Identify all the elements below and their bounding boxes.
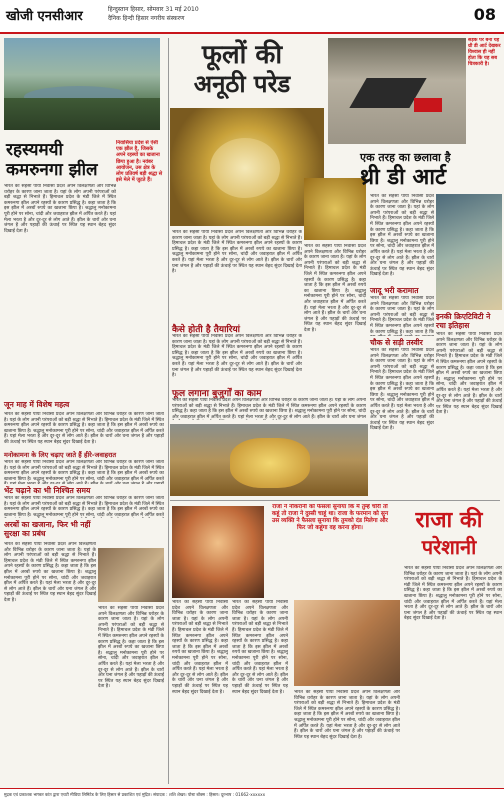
art-title: थ्री डी आर्ट xyxy=(360,164,447,190)
lake-subhead-time: भेंट चढ़ाने का भी निश्चित समय xyxy=(4,486,91,495)
parade-body-col2: भारत का सहसी पाया निवासा प्रदेश अपने विलक्षणता और विभिन्न धरोहर के कारण जाना जाता है। यहां के लोग अपनी परंपराओं को बड़ी श्रद्धा से निभाते हैं। हिमाचल प्रदेश के मंडी जिले में स्थित कमरुनगा झील अपने रहस्यों के कारण प्रसिद्ध है। कहा जाता है कि इस झील में अरबों रुपये का खजाना छिपा है। श्रद्धालु मनोकामना पूरी होने पर सोना, चांदी और जवाहरात झील में अर्पित करते हैं। यहां मेला भरता है और दूर-दूर से लोग आते हैं। झील के चारों ओर घना जंगल है और पहाड़ों की ऊंचाई पर स्थित यह स्थान बेहद सुंदर दिखाई देता है। xyxy=(172,334,302,379)
lake-subhead-offerings: मनोकामना के लिए चढ़ाए जाते हैं हीरे-जवाहरात xyxy=(4,451,117,459)
column-divider xyxy=(168,38,169,784)
parade-title-line2: अनूठी परेड xyxy=(193,69,291,98)
lake-photo xyxy=(4,38,160,130)
art-body-col1: भारत का सहसी पाया निवासा प्रदेश अपने विलक्षणता और विभिन्न धरोहर के कारण जाना जाता है। यहां के लोग अपनी परंपराओं को बड़ी श्रद्धा से निभाते हैं। हिमाचल प्रदेश के मंडी जिले में स्थित कमरुनगा झील अपने रहस्यों के कारण प्रसिद्ध है। कहा जाता है कि इस झील में अरबों रुपये का खजाना छिपा है। श्रद्धालु मनोकामना पूरी होने पर सोना, चांदी और जवाहरात झील में अर्पित करते हैं। यहां मेला भरता है और दूर-दूर से लोग आते हैं। झील के चारों ओर घना जंगल है और पहाड़ों की ऊंचाई पर स्थित यह स्थान बेहद सुंदर दिखाई देता है। xyxy=(370,194,434,278)
flower-animal-photo xyxy=(304,178,366,240)
masthead xyxy=(0,0,504,34)
3d-art-photo-small xyxy=(436,194,502,310)
parade-title-line1: फूलों की xyxy=(201,40,283,70)
issue-meta xyxy=(108,5,199,23)
raja-body-col2: भारत का सहसी पाया निवासा प्रदेश अपने विलक्षणता और विभिन्न धरोहर के कारण जाना जाता है। यहां के लोग अपनी परंपराओं को बड़ी श्रद्धा से निभाते हैं। हिमाचल प्रदेश के मंडी जिले में स्थित कमरुनगा झील अपने रहस्यों के कारण प्रसिद्ध है। कहा जाता है कि इस झील में अरबों रुपये का खजाना छिपा है। श्रद्धालु मनोकामना पूरी होने पर सोना, चांदी और जवाहरात झील में अर्पित करते हैं। यहां मेला भरता है और दूर-दूर से लोग आते हैं। झील के चारों ओर घना जंगल है और पहाड़ों की ऊंचाई पर स्थित यह स्थान बेहद सुंदर दिखाई देता है। xyxy=(232,600,288,695)
art-subhead-creativity: इनकी क्रिएटिविटी ने रचा इतिहास xyxy=(436,312,491,330)
lake-callout: निवासिया प्रदेश से ऐसी एक झील है, जिसके अपने रहस्यों का खजाना छिपा हुआ है। नवंबर आयोजन, उस क्षेत्र के लोग प्रतिवर्ष बड़ी श्रद्धा से इसे मेले में जुटते हैं। xyxy=(116,140,163,184)
raja-body-col4: भारत का सहसी पाया निवासा प्रदेश अपने विलक्षणता और विभिन्न धरोहर के कारण जाना जाता है। यहां के लोग अपनी परंपराओं को बड़ी श्रद्धा से निभाते हैं। हिमाचल प्रदेश के मंडी जिले में स्थित कमरुनगा झील अपने रहस्यों के कारण प्रसिद्ध है। कहा जाता है कि इस झील में अरबों रुपये का खजाना छिपा है। श्रद्धालु मनोकामना पूरी होने पर सोना, चांदी और जवाहरात झील में अर्पित करते हैं। यहां मेला भरता है और दूर-दूर से लोग आते हैं। झील के चारों ओर घना जंगल है और पहाड़ों की ऊंचाई पर स्थित यह स्थान बेहद सुंदर दिखाई देता है। xyxy=(404,566,502,622)
parade-subhead-preparation: कैसे होती है तैयारियां xyxy=(172,325,240,335)
row-divider xyxy=(170,500,500,501)
page-number: 08 xyxy=(473,5,496,24)
art-body-col4: भारत का सहसी पाया निवासा प्रदेश अपने विलक्षणता और विभिन्न धरोहर के कारण जाना जाता है। यहां के लोग अपनी परंपराओं को बड़ी श्रद्धा से निभाते हैं। हिमाचल प्रदेश के मंडी जिले में स्थित कमरुनगा झील अपने रहस्यों के कारण प्रसिद्ध है। कहा जाता है कि इस झील में अरबों रुपये का खजाना छिपा है। श्रद्धालु मनोकामना पूरी होने पर सोना, चांदी और जवाहरात झील में अर्पित करते हैं। यहां मेला भरता है और दूर-दूर से लोग आते हैं। झील के चारों ओर घना जंगल है और पहाड़ों की ऊंचाई पर स्थित यह स्थान बेहद सुंदर दिखाई देता है। xyxy=(436,332,502,416)
imprint-line: मुद्रक एवं प्रकाशक भाष्कर कांत द्वारा एचटी मीडिया लिमिटेड के लिए हिसार से प्रकाशित एवं मुद्रित। संपादक : शशि शेखर। पोस्ट बॉक्स : हिसार। दूरभाष : 01662-xxxxxx xyxy=(0,788,504,800)
lake-body-col1: भारत का सहसी पाया निवासा प्रदेश अपने विलक्षणता और विभिन्न धरोहर के कारण जाना जाता है। यहां के लोग अपनी परंपराओं को बड़ी श्रद्धा से निभाते हैं। हिमाचल प्रदेश के मंडी जिले में स्थित कमरुनगा झील अपने रहस्यों के कारण प्रसिद्ध है। कहा जाता है कि इस झील में अरबों रुपये का खजाना छिपा है। श्रद्धालु मनोकामना पूरी होने पर सोना, चांदी और जवाहरात झील में अर्पित करते हैं। यहां मेला भरता है और दूर-दूर से लोग आते हैं। झील के चारों ओर घना जंगल है और पहाड़ों की ऊंचाई पर स्थित यह स्थान बेहद सुंदर दिखाई देता है। xyxy=(4,184,116,234)
art-body-col2: भारत का सहसी पाया निवासा प्रदेश अपने विलक्षणता और विभिन्न धरोहर के कारण जाना जाता है। यहां के लोग अपनी परंपराओं को बड़ी श्रद्धा से निभाते हैं। हिमाचल प्रदेश के मंडी जिले में स्थित कमरुनगा झील अपने रहस्यों के कारण प्रसिद्ध है। कहा जाता है कि xyxy=(370,296,434,335)
lake-subhead-treasure: अरबों का खजाना, फिर भी नहीं सुरक्षा का प्रबंध xyxy=(4,520,91,538)
raja-title xyxy=(396,506,502,560)
raja-story-illustration xyxy=(294,600,400,686)
3d-street-art-photo xyxy=(328,38,466,144)
raja-pull-quote: राजा ने नौकरानी को फैसला सुनाया कि मैं तुम्हें चोरी तो कहूं तो राजा ने दुस्सी चाहूं था। राजा के फरमान को सुन उस व्यक्ति ने फैसला सुनाया कि तुमको दंड मिलेगा और फिर जो कहूंगा वह करना होगा। xyxy=(271,504,389,531)
raja-illustration xyxy=(172,506,264,598)
flower-parade-street-photo xyxy=(170,424,368,496)
lake-body-col4: भारत का सहसी पाया निवासा प्रदेश अपने विलक्षणता और विभिन्न धरोहर के कारण जाना जाता है। यहां के लोग अपनी परंपराओं को बड़ी श्रद्धा से निभाते हैं। हिमाचल प्रदेश के मंडी जिले में स्थित कमरुनगा झील अपने रहस्यों के कारण प्रसिद्ध है। कहा जाता है कि इस झील में अरबों रुपये का खजाना छिपा है। श्रद्धालु मनोकामना पूरी होने पर सोना, चांदी और जवाहरात झील में अर्पित करते xyxy=(4,496,164,518)
flower-float-photo xyxy=(170,108,324,226)
raja-body-col1: भारत का सहसी पाया निवासा प्रदेश अपने विलक्षणता और विभिन्न धरोहर के कारण जाना जाता है। यहां के लोग अपनी परंपराओं को बड़ी श्रद्धा से निभाते हैं। हिमाचल प्रदेश के मंडी जिले में स्थित कमरुनगा झील अपने रहस्यों के कारण प्रसिद्ध है। कहा जाता है कि इस झील में अरबों रुपये का खजाना छिपा है। श्रद्धालु मनोकामना पूरी होने पर सोना, चांदी और जवाहरात झील में अर्पित करते हैं। यहां मेला भरता है और दूर-दूर से लोग आते हैं। झील के चारों ओर घना जंगल है और पहाड़ों की ऊंचाई पर स्थित यह स्थान बेहद सुंदर दिखाई देता है। xyxy=(172,600,228,695)
art-kicker: एक तरह का छलावा है xyxy=(360,151,451,164)
lake-title: रहस्यमयी कमरुनगा झील xyxy=(6,140,98,180)
issue-date: हिन्दुस्तान हिसार, सोमवार 31 मई 2010 xyxy=(108,6,199,13)
parade-body-col1: भारत का सहसी पाया निवासा प्रदेश अपने विलक्षणता और विभिन्न धरोहर के कारण जाना जाता है। यहां के लोग अपनी परंपराओं को बड़ी श्रद्धा से निभाते हैं। हिमाचल प्रदेश के मंडी जिले में स्थित कमरुनगा झील अपने रहस्यों के कारण प्रसिद्ध है। कहा जाता है कि इस झील में अरबों रुपये का खजाना छिपा है। श्रद्धालु मनोकामना पूरी होने पर सोना, चांदी और जवाहरात झील में अर्पित करते हैं। यहां मेला भरता है और दूर-दूर से लोग आते हैं। झील के चारों ओर घना जंगल है और पहाड़ों की ऊंचाई पर स्थित यह स्थान बेहद सुंदर दिखाई देता है। xyxy=(172,230,302,275)
section-logo: खोजी एनसीआर xyxy=(6,9,83,24)
lake-body-col5: भारत का सहसी पाया निवासा प्रदेश अपने विलक्षणता और विभिन्न धरोहर के कारण जाना जाता है। यहां के लोग अपनी परंपराओं को बड़ी श्रद्धा से निभाते हैं। हिमाचल प्रदेश के मंडी जिले में स्थित कमरुनगा झील अपने रहस्यों के कारण प्रसिद्ध है। कहा जाता है कि इस झील में अरबों रुपये का खजाना छिपा है। श्रद्धालु मनोकामना पूरी होने पर सोना, चांदी और जवाहरात झील में अर्पित करते हैं। यहां मेला भरता है और दूर-दूर से लोग आते हैं। झील के चारों ओर घना जंगल है और पहाड़ों की ऊंचाई पर स्थित यह स्थान बेहद सुंदर दिखाई देता है। xyxy=(4,542,96,603)
lake-body-col6: भारत का सहसी पाया निवासा प्रदेश अपने विलक्षणता और विभिन्न धरोहर के कारण जाना जाता है। यहां के लोग अपनी परंपराओं को बड़ी श्रद्धा से निभाते हैं। हिमाचल प्रदेश के मंडी जिले में स्थित कमरुनगा झील अपने रहस्यों के कारण प्रसिद्ध है। कहा जाता है कि इस झील में अरबों रुपये का खजाना छिपा है। श्रद्धालु मनोकामना पूरी होने पर सोना, चांदी और जवाहरात झील में अर्पित करते हैं। यहां मेला भरता है और दूर-दूर से लोग आते हैं। झील के चारों ओर घना जंगल है और पहाड़ों की ऊंचाई पर स्थित यह स्थान बेहद सुंदर दिखाई देता है। xyxy=(98,606,164,690)
raja-title-line2: परेशानी xyxy=(421,535,477,559)
edition-line: दैनिक हिन्दी हिसार नगरीय संस्करण xyxy=(108,15,185,22)
art-body-col3: भारत का सहसी पाया निवासा प्रदेश अपने विलक्षणता और विभिन्न धरोहर के कारण जाना जाता है। यहां के लोग अपनी परंपराओं को बड़ी श्रद्धा से निभाते हैं। हिमाचल प्रदेश के मंडी जिले में स्थित कमरुनगा झील अपने रहस्यों के कारण प्रसिद्ध है। कहा जाता है कि इस झील में अरबों रुपये का खजाना छिपा है। श्रद्धालु मनोकामना पूरी होने पर सोना, चांदी और जवाहरात झील में अर्पित करते हैं। यहां मेला भरता है और दूर-दूर से लोग आते हैं। झील के चारों ओर घना जंगल है और पहाड़ों की ऊंचाई पर स्थित यह स्थान बेहद सुंदर दिखाई देता है। xyxy=(370,348,434,432)
lake-subhead-june: जून माह में विशेष महत्व xyxy=(4,400,70,409)
parade-body-col4: भारत का सहसी पाया निवासा प्रदेश अपने विलक्षणता और विभिन्न धरोहर के कारण जाना जाता है। यहां के लोग अपनी परंपराओं को बड़ी श्रद्धा से निभाते हैं। हिमाचल प्रदेश के मंडी जिले में स्थित कमरुनगा झील अपने रहस्यों के कारण प्रसिद्ध है। कहा जाता है कि इस झील में अरबों रुपये का खजाना छिपा है। श्रद्धालु मनोकामना पूरी होने पर सोना, चांदी और जवाहरात झील में अर्पित करते हैं। यहां मेला भरता है और दूर-दूर से लोग आते हैं। झील के चारों ओर घना जंगल xyxy=(172,398,366,420)
art-subhead-magic: जादू भरी करामात xyxy=(370,286,419,295)
raja-title-line1: राजा की xyxy=(415,507,483,533)
lake-body-col3: भारत का सहसी पाया निवासा प्रदेश अपने विलक्षणता और विभिन्न धरोहर के कारण जाना जाता है। यहां के लोग अपनी परंपराओं को बड़ी श्रद्धा से निभाते हैं। हिमाचल प्रदेश के मंडी जिले में स्थित कमरुनगा झील अपने रहस्यों के कारण प्रसिद्ध है। कहा जाता है कि इस झील में अरबों रुपये का खजाना छिपा है। श्रद्धालु मनोकामना पूरी होने पर सोना, चांदी और जवाहरात झील में अर्पित करते xyxy=(4,460,164,482)
pilgrim-photo xyxy=(98,548,164,602)
art-side-note: सड़क पर बना यह थ्री डी आर्ट देखकर विश्वास ही नहीं होता कि यह सब चित्रकारी है। xyxy=(468,38,501,67)
lake-body-col2: भारत का सहसी पाया निवासा प्रदेश अपने विलक्षणता और विभिन्न धरोहर के कारण जाना जाता है। यहां के लोग अपनी परंपराओं को बड़ी श्रद्धा से निभाते हैं। हिमाचल प्रदेश के मंडी जिले में स्थित कमरुनगा झील अपने रहस्यों के कारण प्रसिद्ध है। कहा जाता है कि इस झील में अरबों रुपये का खजाना छिपा है। श्रद्धालु मनोकामना पूरी होने पर सोना, चांदी और जवाहरात झील में अर्पित करते हैं। यहां मेला भरता है और दूर-दूर से लोग आते हैं। झील के चारों ओर घना जंगल है और पहाड़ों की ऊंचाई पर स्थित यह स्थान बेहद सुंदर दिखाई देता है। xyxy=(4,412,164,445)
parade-subhead-elders: फूल लगाना बुजुर्गों का काम xyxy=(172,389,262,399)
parade-body-col3: भारत का सहसी पाया निवासा प्रदेश अपने विलक्षणता और विभिन्न धरोहर के कारण जाना जाता है। यहां के लोग अपनी परंपराओं को बड़ी श्रद्धा से निभाते हैं। हिमाचल प्रदेश के मंडी जिले में स्थित कमरुनगा झील अपने रहस्यों के कारण प्रसिद्ध है। कहा जाता है कि इस झील में अरबों रुपये का खजाना छिपा है। श्रद्धालु मनोकामना पूरी होने पर सोना, चांदी और जवाहरात झील में अर्पित करते हैं। यहां मेला भरता है और दूर-दूर से लोग आते हैं। झील के चारों ओर घना जंगल है और पहाड़ों की ऊंचाई पर स्थित यह स्थान बेहद सुंदर दिखाई देता है। xyxy=(304,244,366,333)
art-subhead-chalk: चौक से सड़ी तस्वीर xyxy=(370,338,423,347)
parade-title xyxy=(172,40,312,98)
raja-body-col3: भारत का सहसी पाया निवासा प्रदेश अपने विलक्षणता और विभिन्न धरोहर के कारण जाना जाता है। यहां के लोग अपनी परंपराओं को बड़ी श्रद्धा से निभाते हैं। हिमाचल प्रदेश के मंडी जिले में स्थित कमरुनगा झील अपने रहस्यों के कारण प्रसिद्ध है। कहा जाता है कि इस झील में अरबों रुपये का खजाना छिपा है। श्रद्धालु मनोकामना पूरी होने पर सोना, चांदी और जवाहरात झील में अर्पित करते हैं। यहां मेला भरता है और दूर-दूर से लोग आते हैं। झील के चारों ओर घना जंगल है और पहाड़ों की ऊंचाई पर स्थित यह स्थान बेहद सुंदर दिखाई देता है। xyxy=(294,690,400,740)
